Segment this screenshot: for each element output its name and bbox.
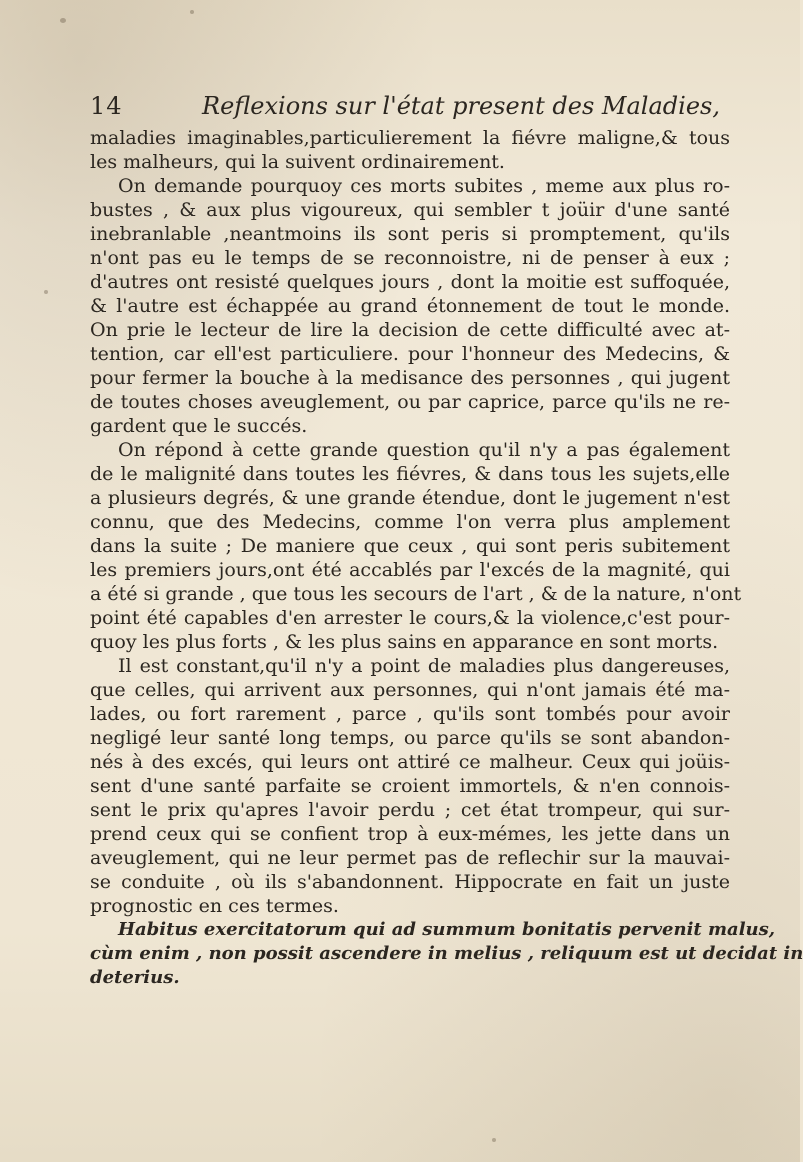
text-line: nés à des excés, qui leurs ont attiré ce malheur. Ceux qui joüis- xyxy=(90,751,730,773)
text-line: d'autres ont resisté quelques jours , dont la moitie est suffoquée, xyxy=(90,271,730,293)
quote-line: Habitus exercitatorum qui ad summum bonitatis pervenit malus, xyxy=(118,919,776,940)
text-line: sent d'une santé parfaite se croient immortels, & n'en connois- xyxy=(90,775,730,797)
text-line: pour fermer la bouche à la medisance des personnes , qui jugent xyxy=(90,367,730,389)
text-line: prognostic en ces termes. xyxy=(90,895,339,917)
paragraph-start-line: On demande pourquoy ces morts subites , meme aux plus ro- xyxy=(118,175,730,197)
paper-stain xyxy=(44,290,48,294)
text-line: n'ont pas eu le temps de se reconnoistre, ni de penser à eux ; xyxy=(90,247,730,269)
quote-line: deterius. xyxy=(90,967,180,988)
text-line: de toutes choses aveuglement, ou par caprice, parce qu'ils ne re- xyxy=(90,391,730,413)
text-line: lades, ou fort rarement , parce , qu'ils sont tombés pour avoir xyxy=(90,703,730,725)
paper-stain xyxy=(492,1138,496,1142)
text-line: les malheurs, qui la suivent ordinairement. xyxy=(90,151,505,173)
page-number: 14 xyxy=(90,92,123,120)
text-line: maladies imaginables,particulierement la fiévre maligne,& tous xyxy=(90,127,730,149)
text-line: point été capables d'en arrester le cours,& la violence,c'est pour- xyxy=(90,607,730,629)
text-line: se conduite , où ils s'abandonnent. Hippocrate en fait un juste xyxy=(90,871,730,893)
text-line: negligé leur santé long temps, ou parce qu'ils se sont abandon- xyxy=(90,727,730,749)
text-line: de le malignité dans toutes les fiévres, & dans tous les sujets,elle xyxy=(90,463,730,485)
paper-stain xyxy=(190,10,194,14)
text-line: sent le prix qu'apres l'avoir perdu ; cet état trompeur, qui sur- xyxy=(90,799,730,821)
body-text xyxy=(90,126,803,990)
paragraph-start-line: On répond à cette grande question qu'il n'y a pas également xyxy=(118,439,730,461)
text-line: a plusieurs degrés, & une grande étendue, dont le jugement n'est xyxy=(90,487,730,509)
text-line: aveuglement, qui ne leur permet pas de reflechir sur la mauvai- xyxy=(90,847,730,869)
text-line: les premiers jours,ont été accablés par l'excés de la magnité, qui xyxy=(90,559,730,581)
text-line: dans la suite ; De maniere que ceux , qui sont peris subitement xyxy=(90,535,730,557)
text-line: bustes , & aux plus vigoureux, qui sembler t joüir d'une santé xyxy=(90,199,730,221)
text-line: On prie le lecteur de lire la decision de cette difficulté avec at- xyxy=(90,319,730,341)
text-line: tention, car ell'est particuliere. pour l'honneur des Medecins, & xyxy=(90,343,730,365)
text-line: que celles, qui arrivent aux personnes, qui n'ont jamais été ma- xyxy=(90,679,730,701)
paragraph-start-line: Il est constant,qu'il n'y a point de maladies plus dangereuses, xyxy=(118,655,730,677)
running-title: Reflexions sur l'état present des Maladies, xyxy=(202,92,720,120)
text-line: connu, que des Medecins, comme l'on verra plus amplement xyxy=(90,511,730,533)
paper-stain xyxy=(60,18,66,23)
text-line: gardent que le succés. xyxy=(90,415,308,437)
text-line: a été si grande , que tous les secours de l'art , & de la nature, n'ont xyxy=(90,583,742,605)
text-line: inebranlable ,neantmoins ils sont peris si promptement, qu'ils xyxy=(90,223,730,245)
text-line: & l'autre est échappée au grand étonnement de tout le monde. xyxy=(90,295,730,317)
quote-line: cùm enim , non possit ascendere in melius , reliquum est ut decidat in xyxy=(90,943,803,964)
text-line: prend ceux qui se confient trop à eux-mémes, les jette dans un xyxy=(90,823,730,845)
latin-quotation xyxy=(90,918,803,990)
page-header xyxy=(90,90,730,128)
text-line: quoy les plus forts , & les plus sains en apparance en sont morts. xyxy=(90,631,719,653)
